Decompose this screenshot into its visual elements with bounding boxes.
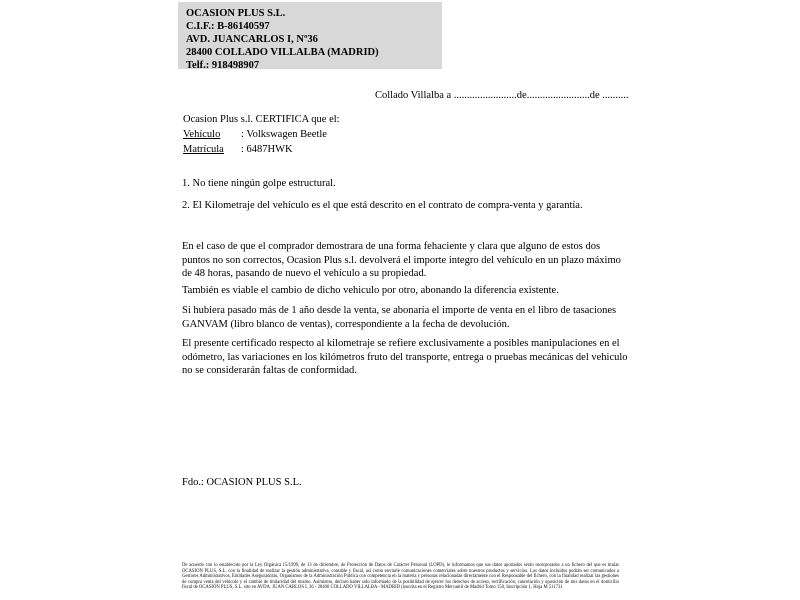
vehicle-label: Vehículo	[183, 129, 221, 140]
company-name: OCASION PLUS S.L.	[186, 8, 286, 19]
signature-line: Fdo.: OCASION PLUS S.L.	[182, 477, 302, 488]
paragraph-exchange: También es viable el cambio de dicho vehiculo por otro, abonando la diferencia existente.	[182, 285, 559, 296]
point-2: 2. El Kilometraje del vehículo es el que está descrito en el contrato de compra-venta y garantía.	[182, 200, 583, 211]
plate-row	[183, 143, 293, 157]
paragraph-ganvam: Si hubiera pasado más de 1 año desde la venta, se abonaría el importe de venta en el libro de tasaciones GANVAM (libro blanco de ventas), correspondiente a la fecha de devolución.	[182, 305, 617, 330]
company-city: 28400 COLLADO VILLALBA (MADRID)	[186, 47, 379, 58]
vehicle-value: : Volkswagen Beetle	[241, 129, 327, 140]
company-phone: Telf.: 918498907	[186, 60, 260, 71]
plate-label: Matrícula	[183, 144, 224, 155]
company-cif: C.I.F.: B-86140597	[186, 21, 270, 32]
certifies-line: Ocasion Plus s.l. CERTIFICA que el:	[183, 114, 340, 125]
point-1: 1. No tiene ningún golpe estructural.	[182, 178, 336, 189]
company-address: AVD. JUANCARLOS I, Nº36	[186, 34, 318, 45]
legal-fine-print: De acuerdo con lo establecido por la Ley Orgánica 15/1999, de 13 de diciembre, de Protección de Datos de Carácter Personal (LOPD), le informamos que sus datos aportados serán incorporados a un fichero del que es titular OCASION PLUS, S.L. con la finalidad de realizar la gestión administrativa, contable y fiscal, así como enviarle comunicaciones comerciales sobre nuestros productos y servicios. Los datos incluidos podrán ser comunicados a Gestores Administrativos, Entidades Aseguradoras, Organismos de la Administración Pública con competencia en la materia y personas relacionadas directamente con el Responsable del fichero, con la finalidad realizar las gestiones de compra venta del vehículo y el cambio de titularidad del mismo. Asimismo, declaro haber sido informado de la posibilidad de ejercer los derechos de acceso, rectificación, cancelación y oposición de mis datos en el domicilio fiscal de OCASIÓN PLUS, S.L. sito en AVDA. JUAN CARLOS I, 36 - 28400 COLLADO VILLALBA - MADRID (inscrita en el Registro Mercantil de Madrid Tomo 150, Inscripción 1, Hoja M 511731	[182, 563, 619, 591]
date-line: Collado Villalba a ........................de........................de ..........	[375, 90, 629, 101]
company-header-block	[178, 2, 442, 69]
paragraph-odometer: El presente certificado respecto al kilometraje se refiere exclusivamente a posibles manipulaciones en el odómetro, las variaciones en los kilómetros fruto del transporte, entrega o pruebas mecánicas del vehiculo no se considerarán faltas de conformidad.	[182, 338, 628, 376]
vehicle-row	[183, 128, 327, 142]
plate-value: : 6487HWK	[241, 144, 293, 155]
paragraph-refund: En el caso de que el comprador demostrara de una forma fehaciente y clara que alguno de estos dos puntos no son correctos, Ocasion Plus s.l. devolverá el importe integro del vehículo en un plazo máximo de 48 horas, pasando de nuevo el vehículo a su propiedad.	[182, 241, 621, 279]
